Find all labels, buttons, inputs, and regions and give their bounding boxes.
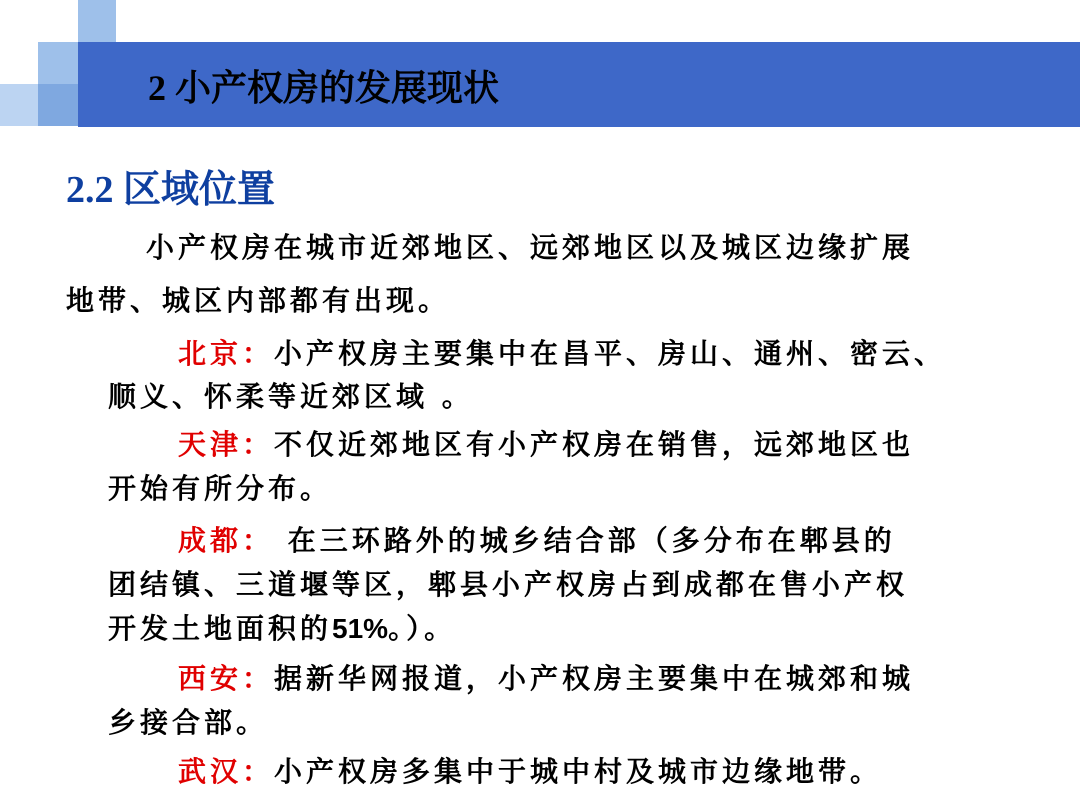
city-label-tianjin: 天津： — [178, 428, 275, 461]
beijing-line-2: 顺义、怀柔等近郊区域 。 — [108, 380, 474, 413]
city-label-xian: 西安： — [178, 662, 275, 695]
chengdu-line-1 — [178, 524, 896, 557]
city-label-wuhan: 武汉： — [178, 755, 275, 788]
chengdu-text-3a: 开发土地面积的 — [108, 612, 333, 645]
chengdu-line-3 — [108, 612, 457, 645]
tianjin-text-1: 不仅近郊地区有小产权房在销售，远郊地区也 — [274, 428, 915, 461]
beijing-line-1 — [178, 337, 947, 370]
slide-title: 2 小产权房的发展现状 — [148, 68, 500, 108]
tianjin-line-1 — [178, 428, 915, 461]
xian-line-1 — [178, 662, 915, 695]
beijing-text-1: 小产权房主要集中在昌平、房山、通州、密云、 — [274, 337, 947, 370]
intro-line-1: 小产权房在城市近郊地区、远郊地区以及城区边缘扩展 — [146, 231, 915, 264]
chengdu-percentage: 51% — [332, 613, 389, 644]
city-label-beijing: 北京： — [178, 337, 275, 370]
wuhan-text-1: 小产权房多集中于城中村及城市边缘地带。 — [274, 755, 883, 788]
wuhan-line-1 — [178, 755, 883, 788]
chengdu-text-1: 在三环路外的城乡结合部（多分布在郫县的 — [274, 524, 896, 557]
section-heading: 2.2 区域位置 — [66, 169, 276, 211]
xian-line-2: 乡接合部。 — [108, 706, 269, 739]
xian-text-1: 据新华网报道，小产权房主要集中在城郊和城 — [274, 662, 915, 695]
chengdu-line-2: 团结镇、三道堰等区，郫县小产权房占到成都在售小产权 — [108, 568, 909, 601]
city-label-chengdu: 成都： — [178, 524, 275, 557]
tianjin-line-2: 开始有所分布。 — [108, 472, 333, 505]
intro-line-2: 地带、城区内部都有出现。 — [66, 284, 451, 317]
chengdu-text-3b: 。）。 — [388, 612, 457, 645]
